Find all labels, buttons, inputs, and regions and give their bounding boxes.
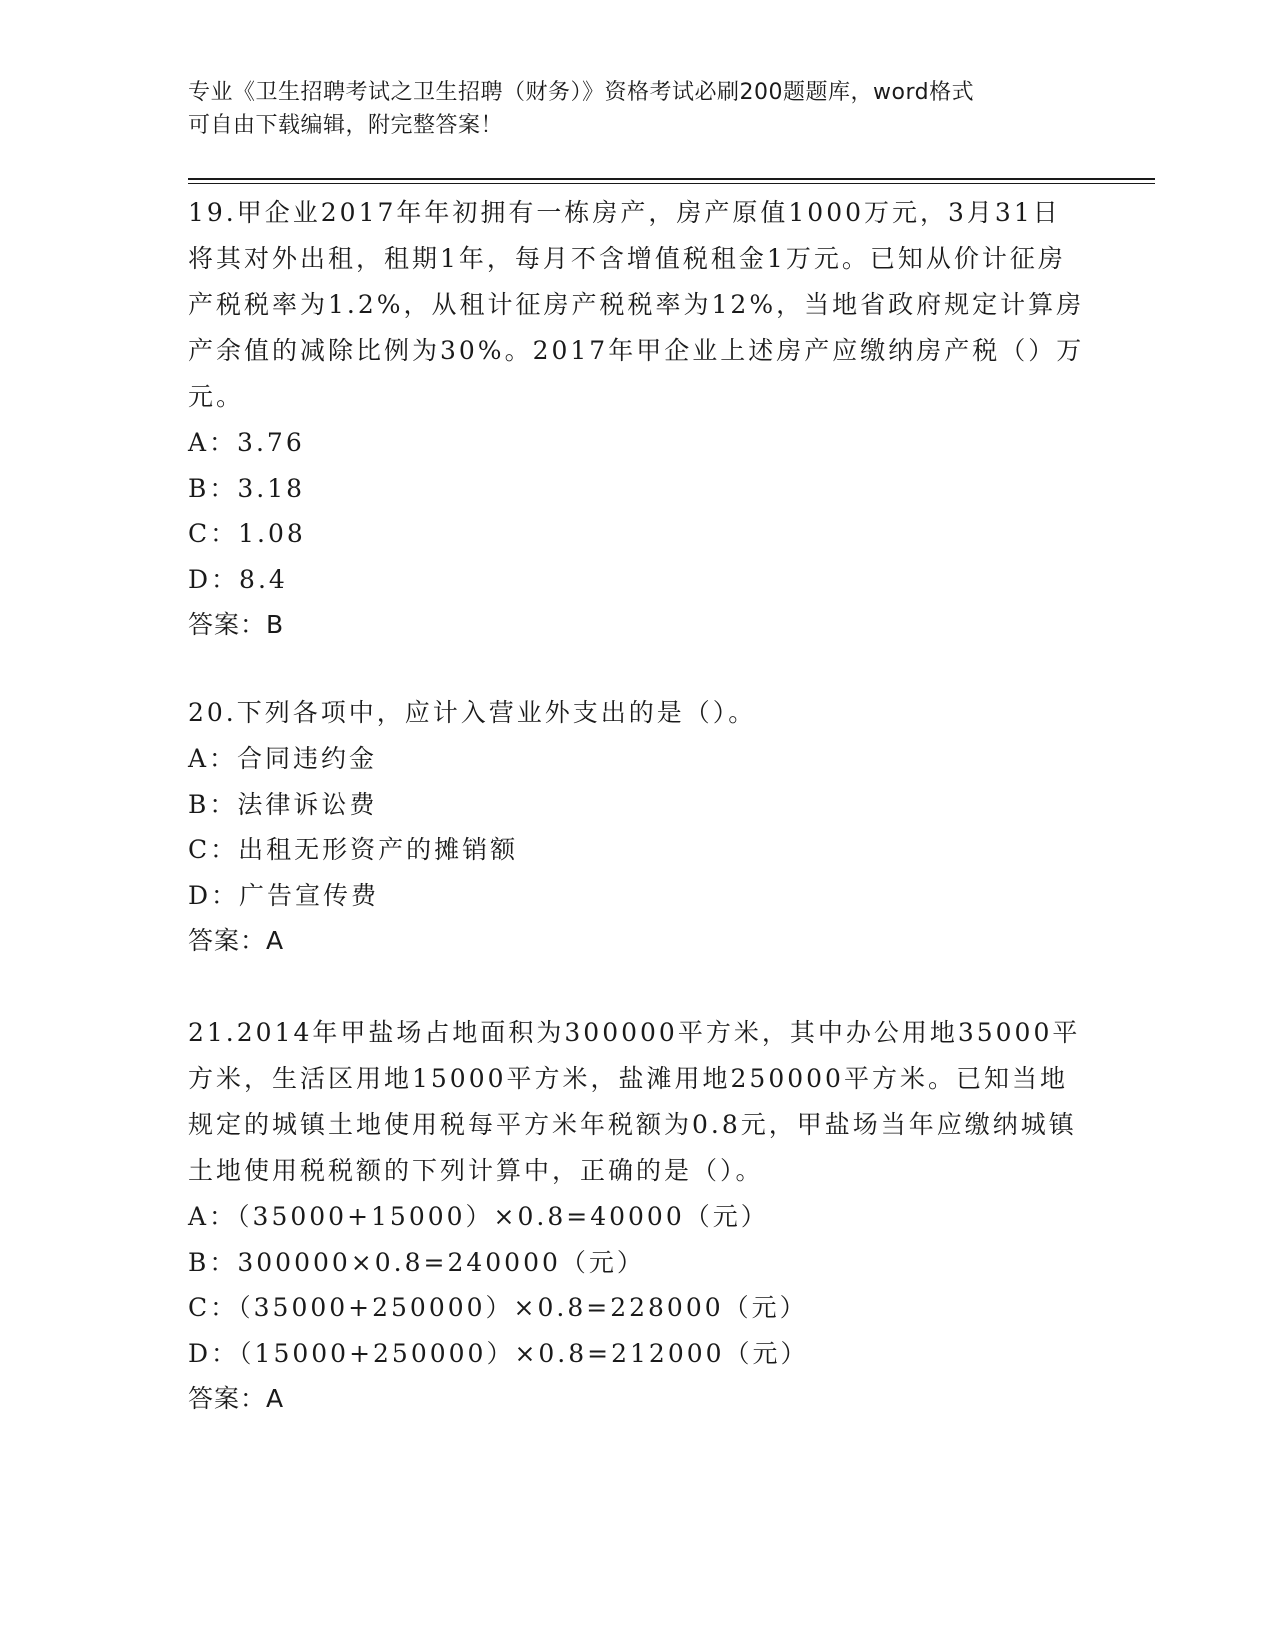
header-line-1: 专业《卫生招聘考试之卫生招聘（财务）》资格考试必刷200题题库，word格式	[188, 80, 975, 105]
option-a: A：3.76	[188, 428, 305, 457]
document-header	[188, 76, 1068, 142]
header-divider-thick	[188, 178, 1155, 180]
header-divider-thin	[188, 183, 1155, 184]
answer: 答案：A	[188, 926, 285, 955]
answer: 答案：B	[188, 610, 285, 639]
header-line-2: 可自由下载编辑，附完整答案！	[188, 113, 504, 138]
question-stem: 19.甲企业2017年年初拥有一栋房产，房产原值1000万元，3月31日将其对外出租，租期1年，每月不含增值税租金1万元。已知从价计征房产税税率为1.2%，从租计征房产税税率为12%，当地省政府规定计算房产余值的减除比例为30%。2017年甲企业上述房产应缴纳房产税（）万元。	[188, 198, 1085, 411]
option-b: B：3.18	[188, 473, 306, 503]
question-stem: 21.2014年甲盐场占地面积为300000平方米，其中办公用地35000平方米，生活区用地15000平方米，盐滩用地250000平方米。已知当地规定的城镇土地使用税每平方米年税额为0.8元，甲盐场当年应缴纳城镇土地使用税税额的下列计算中，正确的是（）。	[188, 1018, 1081, 1185]
answer: 答案：A	[188, 1384, 285, 1413]
option-a: A：合同违约金	[188, 744, 378, 773]
question-stem: 20.下列各项中，应计入营业外支出的是（）。	[188, 698, 757, 727]
option-d: D：8.4	[188, 564, 288, 594]
option-a: A：（35000+15000）×0.8=40000（元）	[188, 1202, 769, 1231]
question-19	[188, 190, 1088, 648]
option-d: D：（15000+250000）×0.8=212000（元）	[188, 1338, 809, 1368]
question-20	[188, 690, 1088, 964]
option-c: C：出租无形资产的摊销额	[188, 835, 519, 864]
option-d: D：广告宣传费	[188, 880, 380, 910]
question-21	[188, 1010, 1088, 1422]
option-b: B：300000×0.8=240000（元）	[188, 1247, 645, 1277]
option-c: C：（35000+250000）×0.8=228000（元）	[188, 1293, 808, 1322]
option-c: C：1.08	[188, 519, 306, 548]
option-b: B：法律诉讼费	[188, 789, 378, 819]
